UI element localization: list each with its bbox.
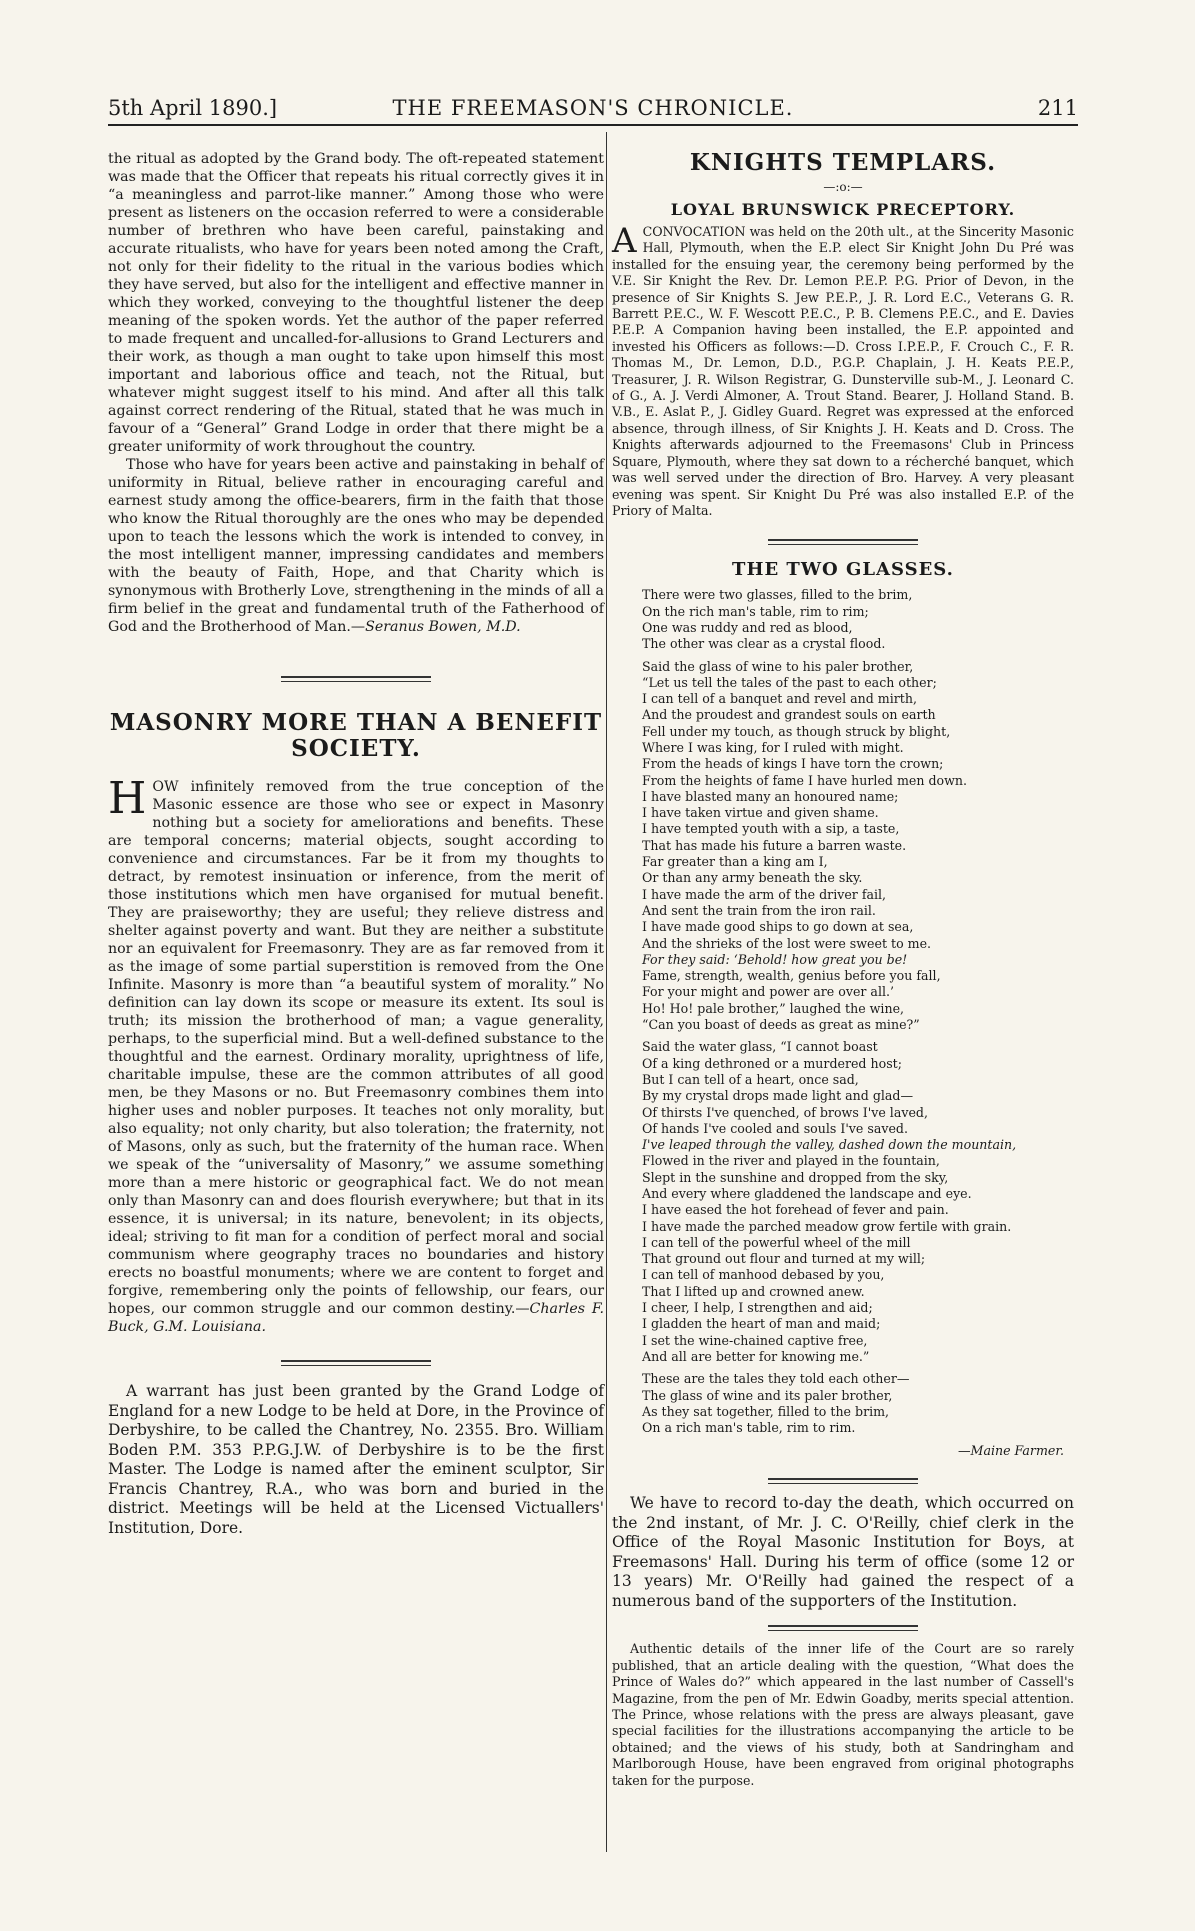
poem-line: I have tempted youth with a sip, a taste, — [642, 821, 900, 837]
poem-line: On the rich man's table, rim to rim; — [642, 603, 869, 619]
poem-line: But I can tell of a heart, once sad, — [642, 1071, 859, 1087]
knights-templars-report: ACONVOCATION was held on the 20th ult., at the Sincerity Masonic Hall, Plymouth, when the E.P. elect Sir Knight John Du Pré was installed for the ensuing year, the ceremony being performed by the V.E. Sir Knight the Rev. Dr. Lemon P.E.P. P.G. Prior of Devon, in the presence of Sir Knights S. Jew P.E.P., J. R. Lord E.C., Veterans G. R. Barrett P.E.C., W. F. Wescott P.E.C., P. B. Clemens P.E.C., and E. Davies P.E.P. A Companion having been installed, the E.P. appointed and invested his Officers as follows:—D. Cross I.P.E.P., F. Crouch C., F. R. Thomas M., Dr. Lemon, D.D., P.G.P. Chaplain, J. H. Keats P.E.P., Treasurer, J. R. Wilson Registrar, G. Dunsterville sub-M., J. Leonard C. of G., A. J. Verdi Almoner, A. Trout Stand. Bearer, J. Holland Stand. B. V.B., E. Aslat P., J. Gidley Guard. Regret was expressed at the enforced absence, through illness, of Sir Knights J. H. Keats and D. Cross. The Knights afterwards adjourned to the Freemasons' Club in Princess Square, Plymouth, where they sat down to a récherché banquet, which was well served under the direction of Bro. Harvey. A very pleasant evening was spent. Sir Knight Du Pré was also installed E.P. of the Priory of Malta. — [612, 221, 1074, 518]
poem-line: These are the tales they told each other— — [642, 1371, 910, 1387]
poem-line: Of thirsts I've quenched, of brows I've laved, — [642, 1104, 928, 1120]
masonry-article-body: HOW infinitely removed from the true conception of the Masonic essence are those who see or expect in Masonry nothing but a society for ameliorations and benefits. These are temporal concerns; material objects, sought according to convenience and circumstances. Far be it from my thoughts to detract, by remotest insinuation or inference, from the merit of those institutions which men have organised for mutual benefit. They are praiseworthy; they are useful; they relieve distress and shelter against poverty and want. But they are neither a substitute nor an equivalent for Freemasonry. They are as far removed from it as the image of some partial superstition is removed from the One Infinite. Masonry is more than “a beautiful system of morality.” No definition can lay down its scope or measure its extent. Its soul is truth; its mission the brotherhood of man; a vague generality, perhaps, to the superficial mind. But a well-defined substance to the thoughtful and the earnest. Ordinary morality, uprightness of life, charitable impulse, these are the common attributes of all good men, be they Masons or no. But Freemasonry combines them into higher uses and nobler purposes. It teaches not only morality, but also equality; not only charity, but also toleration; the fraternity, not of Masons, only as such, but the fraternity of the human race. When we speak of the “universality of Masonry,” we assume something more than a mere historic or geographical fact. We do not mean only than Masonry can and does flourish everywhere; but that in its essence, it is universal; in its nature, benevolent; in its objects, ideal; striving to fit man for a condition of perfect moral and social communism where geography traces no boundaries and history erects no boastful monuments; where we are content to forget and forgive, remembering only the points of fellowship, our fears, our hopes, our common struggle and our common destiny.—Charles F. Buck, G.M. Louisiana. — [108, 773, 604, 1335]
poem-line: The other was clear as a crystal flood. — [642, 636, 886, 652]
poem-line: One was ruddy and red as blood, — [642, 619, 853, 635]
knights-templars-subtitle: LOYAL BRUNSWICK PRECEPTORY. — [670, 200, 1016, 219]
poem-line: By my crystal drops made light and glad— — [642, 1088, 914, 1104]
poem-line: Where I was king, for I ruled with might. — [642, 739, 904, 755]
poem-line: Of a king dethroned or a murdered host; — [642, 1055, 902, 1071]
header-title: THE FREEMASON'S CHRONICLE. — [392, 96, 794, 120]
poem-line: I cheer, I help, I strengthen and aid; — [642, 1300, 873, 1316]
poem-line: I've leaped through the valley, dashed down the mountain, — [642, 1137, 1017, 1153]
poem-line: I have made the arm of the driver fail, — [642, 886, 887, 902]
poem-line: And the proudest and grandest souls on earth — [642, 707, 936, 723]
poem-signature: —Maine Farmer. — [957, 1443, 1064, 1459]
poem-line: And sent the train from the iron rail. — [642, 902, 876, 918]
poem-line: I have made the parched meadow grow fertile with grain. — [642, 1218, 1012, 1234]
continuation-signature: Seranus Bowen, M.D. — [365, 619, 521, 635]
masonry-dropcap: H — [108, 773, 147, 824]
poem-line: That I lifted up and crowned anew. — [642, 1283, 865, 1299]
poem-line: The glass of wine and its paler brother, — [642, 1387, 893, 1403]
poem-line: That has made his future a barren waste. — [642, 837, 907, 853]
poem-line: I have made good ships to go down at sea, — [642, 919, 914, 935]
poem-line: I have blasted many an honoured name; — [642, 788, 899, 804]
continuation-paragraph-1: the ritual as adopted by the Grand body. The oft-repeated statement was made that the Officer that repeats his ritual correctly gives it in “a meaningless and parrot-like manner.” Among those who were present as listeners on the occasion referred to were a considerable number of brethren who have been careful, painstaking and accurate ritualists, who have for years been noted among the Craft, not only for their fidelity to the ritual in the various bodies which they have served, but also for the intelligent and effective manner in which they worked, conveying to the thoughtful listener the deep meaning of the spoken words. Yet the author of the paper referred to made frequent and uncalled-for-allusions to Grand Lecturers and their work, as though a man ought to take upon himself this most important and laborious office and teach, not the Ritual, but whatever might suggest itself to his mind. And after all this talk against correct rendering of the Ritual, stated that he was much in favour of a “General” Grand Lodge in order that there might be a greater uniformity of work throughout the country. — [108, 151, 604, 455]
poem-line: On a rich man's table, rim to rim. — [642, 1420, 856, 1436]
knights-templars-title: KNIGHTS TEMPLARS. — [689, 149, 997, 176]
poem-line: From the heights of fame I have hurled men down. — [642, 772, 968, 788]
poem-line: I can tell of the powerful wheel of the mill — [642, 1234, 911, 1250]
poem-line: I can tell of a banquet and revel and mirth, — [642, 691, 917, 707]
poem-line: I have taken virtue and given shame. — [642, 805, 879, 821]
poem-stanza — [642, 659, 1074, 1034]
poem-stanza — [642, 1039, 1074, 1365]
knights-templars-ornament: —:o:— — [823, 180, 863, 194]
poem-line: I have eased the hot forehead of fever and pain. — [642, 1202, 949, 1218]
court-article-note: Authentic details of the inner life of the Court are so rarely published, that an article dealing with the question, “What does the Prince of Wales do?” which appeared in the last number of Cassell's Magazine, from the pen of Mr. Edwin Goadby, merits special attention. The Prince, whose relations with the press are always pleasant, gave special facilities for the illustrations accompanying the article to be obtained; and the views of his study, both at Sandringham and Marlborough House, have been engraved from original photographs taken for the purpose. — [612, 1641, 1074, 1788]
poem-line: And all are better for knowing me.” — [642, 1348, 870, 1364]
poem-line: Said the glass of wine to his paler brother, — [642, 658, 914, 674]
poem-line: Fell under my touch, as though struck by blight, — [642, 723, 951, 739]
poem-line: Of hands I've cooled and souls I've saved. — [642, 1120, 908, 1136]
poem-line: Or than any army beneath the sky. — [642, 870, 863, 886]
page-header — [108, 96, 1078, 126]
poem-line: From the heads of kings I have torn the crown; — [642, 756, 944, 772]
poem-line: “Can you boast of deeds as great as mine?” — [642, 1017, 920, 1033]
poem-line: Slept in the sunshine and dropped from the sky, — [642, 1169, 949, 1185]
poem-line: Fame, strength, wealth, genius before you fall, — [642, 968, 941, 984]
poem-line: And the shrieks of the lost were sweet to me. — [642, 935, 932, 951]
left-column — [108, 150, 604, 1538]
poem-line: “Let us tell the tales of the past to each other; — [642, 674, 937, 690]
continuation-paragraph-2: Those who have for years been active and painstaking in behalf of uniformity in Ritual, believe rather in encouraging careful and earnest study among the office-bearers, firm in the faith that those who know the Ritual thoroughly are the ones who may be depended upon to teach the lessons which the work is intended to convey, in the most intelligent manner, impressing candidates and members with the beauty of Faith, Hope, and that Charity which is synonymous with Brotherly Love, strengthening in the minds of all a firm belief in the great and fundamental truth of the Fatherhood of God and the Brotherhood of Man.—Seranus Bowen, M.D. — [108, 457, 604, 635]
obituary-notice: We have to record to-day the death, which occurred on the 2nd instant, of Mr. J. C. O'Reilly, chief clerk in the Office of the Royal Masonic Institution for Boys, at Freemasons' Hall. During his term of office (some 12 or 13 years) Mr. O'Reilly had gained the respect of a numerous band of the supporters of the Institution. — [612, 1494, 1074, 1610]
poem-line: I set the wine-chained captive free, — [642, 1332, 868, 1348]
poem-line: There were two glasses, filled to the brim, — [642, 587, 913, 603]
poem-line: Ho! Ho! pale brother,” laughed the wine, — [642, 1000, 905, 1016]
column-divider — [606, 132, 607, 1852]
masonry-article-title: MASONRY MORE THAN A BENEFIT SOCIETY. — [109, 709, 603, 762]
poem-line: Far greater than a king am I, — [642, 854, 828, 870]
poem-line: As they sat together, filled to the brim, — [642, 1403, 890, 1419]
header-page-number: 211 — [1037, 96, 1078, 120]
header-rule — [108, 124, 1078, 126]
masonry-signature: Charles F. Buck, G.M. Louisiana. — [108, 1301, 604, 1335]
right-column — [612, 150, 1074, 1789]
poem-stanza — [642, 1371, 1074, 1436]
poem-line: And every where gladdened the landscape and eye. — [642, 1186, 972, 1201]
poem-line: For your might and power are over all.’ — [642, 984, 895, 1000]
poem-line: I can tell of manhood debased by you, — [642, 1267, 885, 1283]
poem-stanza — [642, 587, 1074, 652]
header-date: 5th April 1890.] — [108, 96, 278, 120]
poem-title: THE TWO GLASSES. — [732, 559, 954, 581]
poem-the-two-glasses — [612, 587, 1074, 1436]
poem-line: Flowed in the river and played in the fountain, — [642, 1153, 940, 1169]
warrant-notice: A warrant has just been granted by the Grand Lodge of England for a new Lodge to be held at Dore, in the Province of Derbyshire, to be called the Chantrey, No. 2355. Bro. William Boden P.M. 353 P.P.G.J.W. of Derbyshire is to be the first Master. The Lodge is named after the eminent sculptor, Sir Francis Chantrey, R.A., who was born and buried in the district. Meetings will be held at the Licensed Victuallers' Institution, Dore. — [108, 1382, 604, 1537]
knights-templars-dropcap: A — [612, 221, 637, 261]
poem-line: Said the water glass, “I cannot boast — [642, 1039, 878, 1055]
poem-line: That ground out flour and turned at my will; — [642, 1251, 926, 1267]
poem-line: For they said: ‘Behold! how great you be! — [642, 951, 908, 967]
poem-line: I gladden the heart of man and maid; — [642, 1316, 881, 1332]
